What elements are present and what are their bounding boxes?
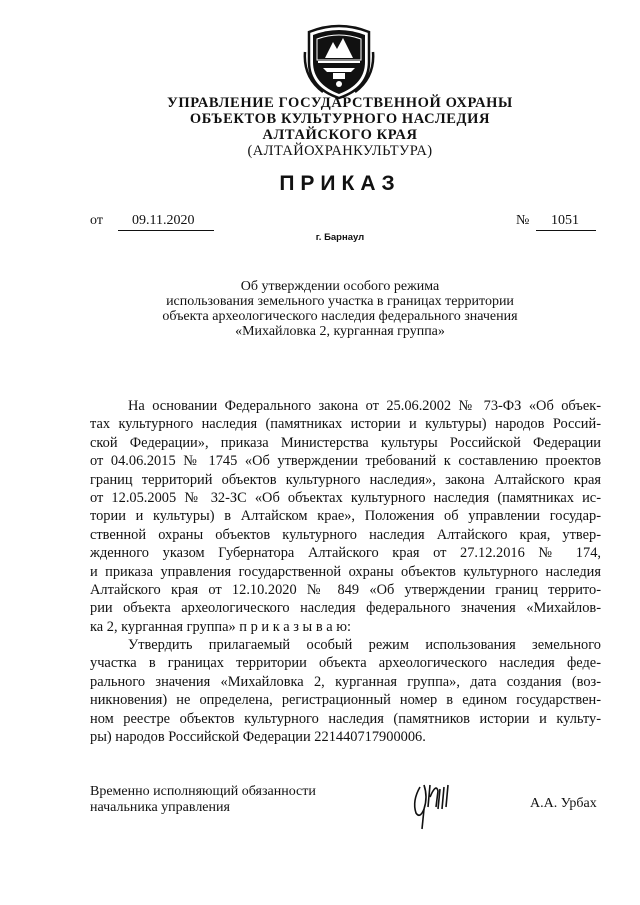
body-line: от 04.06.2015 № 1745 «Об утверждении требований к составлению проектов	[90, 453, 601, 470]
body-line: тах культурного наследия (памятниках истории и культуры) народов Россий-	[90, 416, 601, 433]
number-prefix: №	[516, 213, 530, 228]
org-name-line-3: АЛТАЙСКОГО КРАЯ	[262, 127, 418, 143]
city-label: г. Барнаул	[315, 232, 365, 243]
org-name-line-1: УПРАВЛЕНИЕ ГОСУДАРСТВЕННОЙ ОХРАНЫ	[167, 95, 513, 111]
body-line: рального значения «Михайловка 2, курганная группа», дата создания (воз-	[90, 673, 601, 690]
body-line: ка 2, курганная группа» п р и к а з ы в а ю:	[90, 618, 351, 635]
signatory-name: А.А. Урбах	[530, 796, 597, 811]
number-underline	[536, 230, 596, 231]
order-subject	[0, 279, 640, 339]
subject-line: использования земельного участка в границах территории	[166, 294, 514, 309]
body-line: жденного указом Губернатора Алтайского края от 27.12.2016 № 174,	[90, 545, 601, 562]
coat-of-arms-emblem	[303, 22, 375, 100]
document-date: 09.11.2020	[132, 213, 195, 228]
body-line: никновения) не определена, регистрационный номер в едином государствен-	[90, 692, 601, 709]
date-prefix: от	[90, 213, 103, 228]
position-line: Временно исполняющий обязанности	[90, 784, 316, 799]
body-line: ской Федерации», приказа Министерства культуры Российской Федерации	[90, 434, 601, 451]
body-line: Алтайского края от 12.10.2020 № 849 «Об утверждении границ террито-	[90, 581, 601, 598]
order-body	[90, 397, 601, 746]
document-number: 1051	[551, 213, 579, 228]
body-line: ры) народов Российской Федерации 221440717900006.	[90, 729, 426, 746]
body-line: На основании Федерального закона от 25.06.2002 № 73-ФЗ «Об объек-	[128, 398, 601, 414]
body-line: тории и культуры) в Алтайском крае», Положения об управлении государ-	[90, 508, 601, 525]
body-line: от 12.05.2005 № 32-ЗС «Об объектах культурного наследия (памятниках ис-	[90, 489, 601, 506]
subject-line: объекта археологического наследия федерального значения	[162, 309, 518, 324]
handwritten-signature	[406, 779, 466, 831]
body-line: ственной охраны объектов культурного наследия Алтайского края, утвер-	[90, 526, 601, 543]
subject-line: Об утверждении особого режима	[240, 279, 440, 294]
signatory-position	[90, 784, 316, 816]
body-line: Утвердить прилагаемый особый режим использования земельного	[128, 637, 601, 654]
position-line: начальника управления	[90, 800, 230, 815]
body-line: и приказа управления государственной охраны объектов культурного наследия	[90, 563, 601, 580]
body-line: участка в границах территории объекта археологического наследия феде-	[90, 655, 601, 672]
body-line: рии объекта археологического наследия федерального значения «Михайлов-	[90, 600, 601, 617]
body-line: границ территорий объектов культурного наследия», закона Алтайского края	[90, 471, 601, 488]
date-underline	[118, 230, 214, 231]
body-line: ном реестре объектов культурного наследия (памятников истории и культу-	[90, 710, 601, 727]
subject-line: «Михайловка 2, курганная группа»	[235, 324, 445, 339]
org-name-line-4: (АЛТАЙОХРАНКУЛЬТУРА)	[247, 143, 433, 159]
org-name-line-2: ОБЪЕКТОВ КУЛЬТУРНОГО НАСЛЕДИЯ	[189, 111, 491, 127]
document-type-title: ПРИКАЗ	[279, 172, 401, 195]
